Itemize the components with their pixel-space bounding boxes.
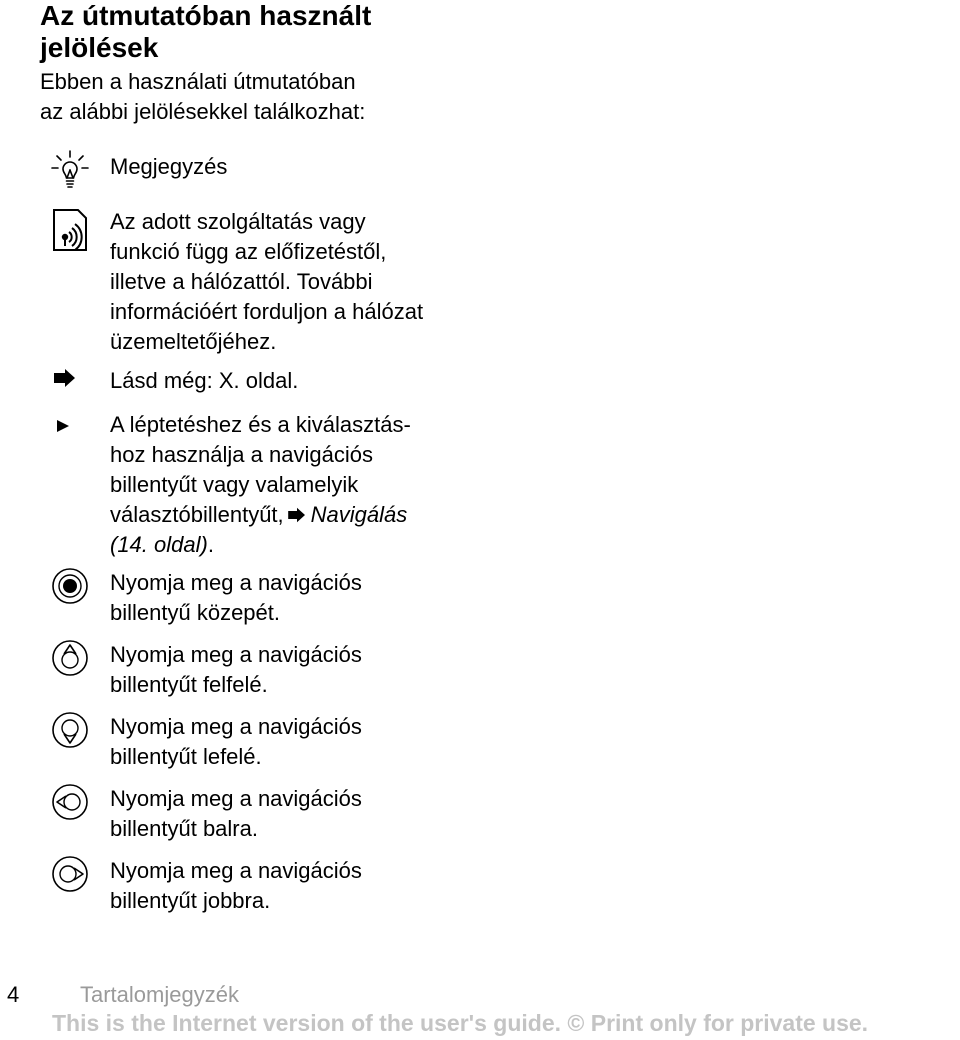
navigation-line-text: választóbillentyűt, xyxy=(110,502,284,527)
network-line: illetve a hálózattól. További xyxy=(110,269,373,294)
center-entry xyxy=(110,568,530,628)
page-title-line: jelölések xyxy=(40,32,159,63)
footer-section-title: Tartalomjegyzék xyxy=(80,982,239,1007)
note-label: Megjegyzés xyxy=(110,154,228,179)
navigation-line: billentyűt vagy valamelyik xyxy=(110,472,359,497)
network-entry xyxy=(110,207,530,357)
network-line: Az adott szolgáltatás vagy xyxy=(110,209,366,234)
up-entry xyxy=(110,640,530,700)
navigation-line: hoz használja a navigációs xyxy=(110,442,373,467)
page-title xyxy=(40,0,600,64)
nav-key-center-icon xyxy=(48,564,92,608)
network-line: üzemeltetőjéhez. xyxy=(110,329,277,354)
left-entry xyxy=(110,784,530,844)
center-line: billentyű közepét. xyxy=(110,600,280,625)
note-entry xyxy=(110,152,530,182)
page-title-line: Az útmutatóban használt xyxy=(40,0,372,31)
arrow-right-icon xyxy=(53,368,97,412)
intro-line: az alábbi jelölésekkel találkozhat: xyxy=(40,99,366,124)
see-also-label: Lásd még: X. oldal. xyxy=(110,368,299,393)
navigation-line: A léptetéshez és a kiválasztás- xyxy=(110,412,411,437)
nav-key-down-icon xyxy=(48,708,92,752)
nav-key-right-icon xyxy=(48,852,92,896)
navigation-period: . xyxy=(207,532,214,557)
down-line: Nyomja meg a navigációs xyxy=(110,714,362,739)
navigation-line xyxy=(110,530,550,560)
network-operator-icon xyxy=(48,206,92,250)
down-entry xyxy=(110,712,530,772)
network-line: funkció függ az előfizetéstől, xyxy=(110,239,387,264)
nav-key-up-icon xyxy=(48,636,92,680)
arrow-right-icon xyxy=(286,501,308,517)
left-line: Nyomja meg a navigációs xyxy=(110,786,362,811)
navigation-reference-page[interactable]: (14. oldal) xyxy=(110,532,208,557)
navigation-reference-link[interactable]: Navigálás xyxy=(310,502,408,527)
navigation-entry xyxy=(110,410,550,560)
right-line: billentyűt jobbra. xyxy=(110,888,271,913)
page-number: 4 xyxy=(7,982,20,1007)
center-line: Nyomja meg a navigációs xyxy=(110,570,362,595)
nav-key-left-icon xyxy=(48,780,92,824)
up-line: Nyomja meg a navigációs xyxy=(110,642,362,667)
intro-paragraph xyxy=(40,67,640,127)
lightbulb-icon xyxy=(48,148,92,192)
triangle-bullet-icon xyxy=(55,418,99,462)
navigation-line xyxy=(110,500,550,530)
network-line: információért forduljon a hálózat xyxy=(110,299,424,324)
right-line: Nyomja meg a navigációs xyxy=(110,858,362,883)
up-line: billentyűt felfelé. xyxy=(110,672,268,697)
right-entry xyxy=(110,856,530,916)
left-line: billentyűt balra. xyxy=(110,816,258,841)
see-also-entry xyxy=(110,366,530,396)
intro-line: Ebben a használati útmutatóban xyxy=(40,69,356,94)
down-line: billentyűt lefelé. xyxy=(110,744,262,769)
footer-watermark-notice: This is the Internet version of the user's guide. © Print only for private use. xyxy=(52,1010,869,1036)
